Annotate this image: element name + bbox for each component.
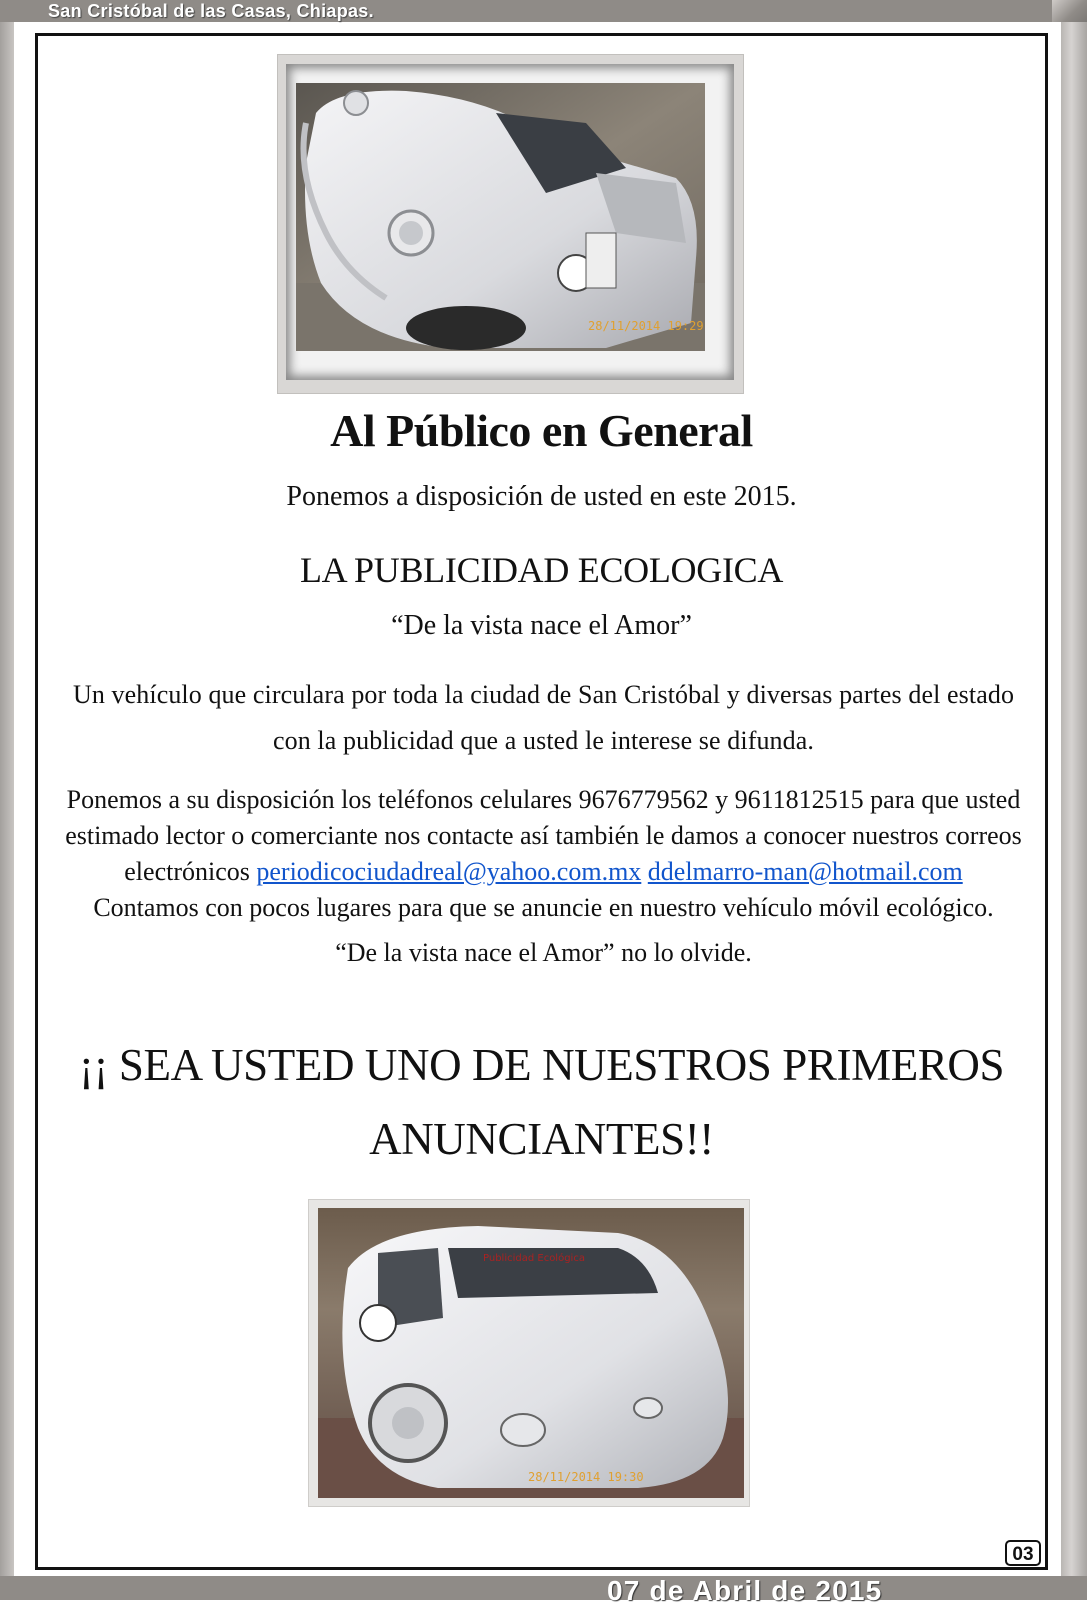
slogan: “De la vista nace el Amor”	[391, 610, 692, 641]
left-frame-bar	[0, 22, 14, 1578]
contact-paragraph	[52, 782, 1035, 980]
email-link-yahoo[interactable]: periodicociudadreal@yahoo.com.mx	[256, 857, 642, 886]
car-photo-top	[296, 83, 705, 351]
bottom-frame-bar	[0, 1576, 1087, 1600]
car-illustration-top	[296, 83, 705, 351]
right-frame-bar	[1061, 22, 1087, 1578]
reminder-text: “De la vista nace el Amor” no lo olvide.	[335, 938, 752, 967]
car-photo-bottom	[318, 1208, 744, 1498]
call-to-action-line1: ¡¡ SEA USTED UNO DE NUESTROS PRIMEROS	[78, 1040, 1005, 1090]
issue-date: 07 de Abril de 2015	[607, 1575, 883, 1606]
intro-line: Ponemos a disposición de usted en este 2015.	[286, 481, 797, 512]
windshield-sign-bottom: Publicidad Ecológica	[483, 1253, 585, 1264]
header-location: San Cristóbal de las Casas, Chiapas.	[48, 1, 374, 21]
availability-text: Contamos con pocos lugares para que se anuncie en nuestro vehículo móvil ecológico.	[93, 893, 994, 922]
timestamp-top: 28/11/2014 19:29	[588, 319, 704, 333]
page-number: 03	[1005, 1540, 1041, 1566]
call-to-action	[35, 1028, 1048, 1176]
page-title: Al Público en General	[330, 405, 753, 456]
timestamp-bottom: 28/11/2014 19:30	[528, 1470, 644, 1484]
email-link-hotmail[interactable]: ddelmarro-man@hotmail.com	[647, 857, 963, 886]
frame-corner	[1052, 0, 1087, 22]
car-illustration-bottom	[318, 1208, 744, 1498]
section-heading: LA PUBLICIDAD ECOLOGICA	[299, 550, 784, 590]
call-to-action-line2: ANUNCIANTES!!	[369, 1114, 714, 1164]
description-paragraph: Un vehículo que circulara por toda la ciudad de San Cristóbal y diversas partes del estado con la publicidad que a usted le interese se difunda.	[72, 680, 1015, 755]
contact-text: Ponemos a su disposición los teléfonos celulares 9676779562 y 9611812515 para que usted estimado lector o comerciante nos contacte así también le damos a conocer nuestros correos electrónicos	[65, 785, 1022, 886]
